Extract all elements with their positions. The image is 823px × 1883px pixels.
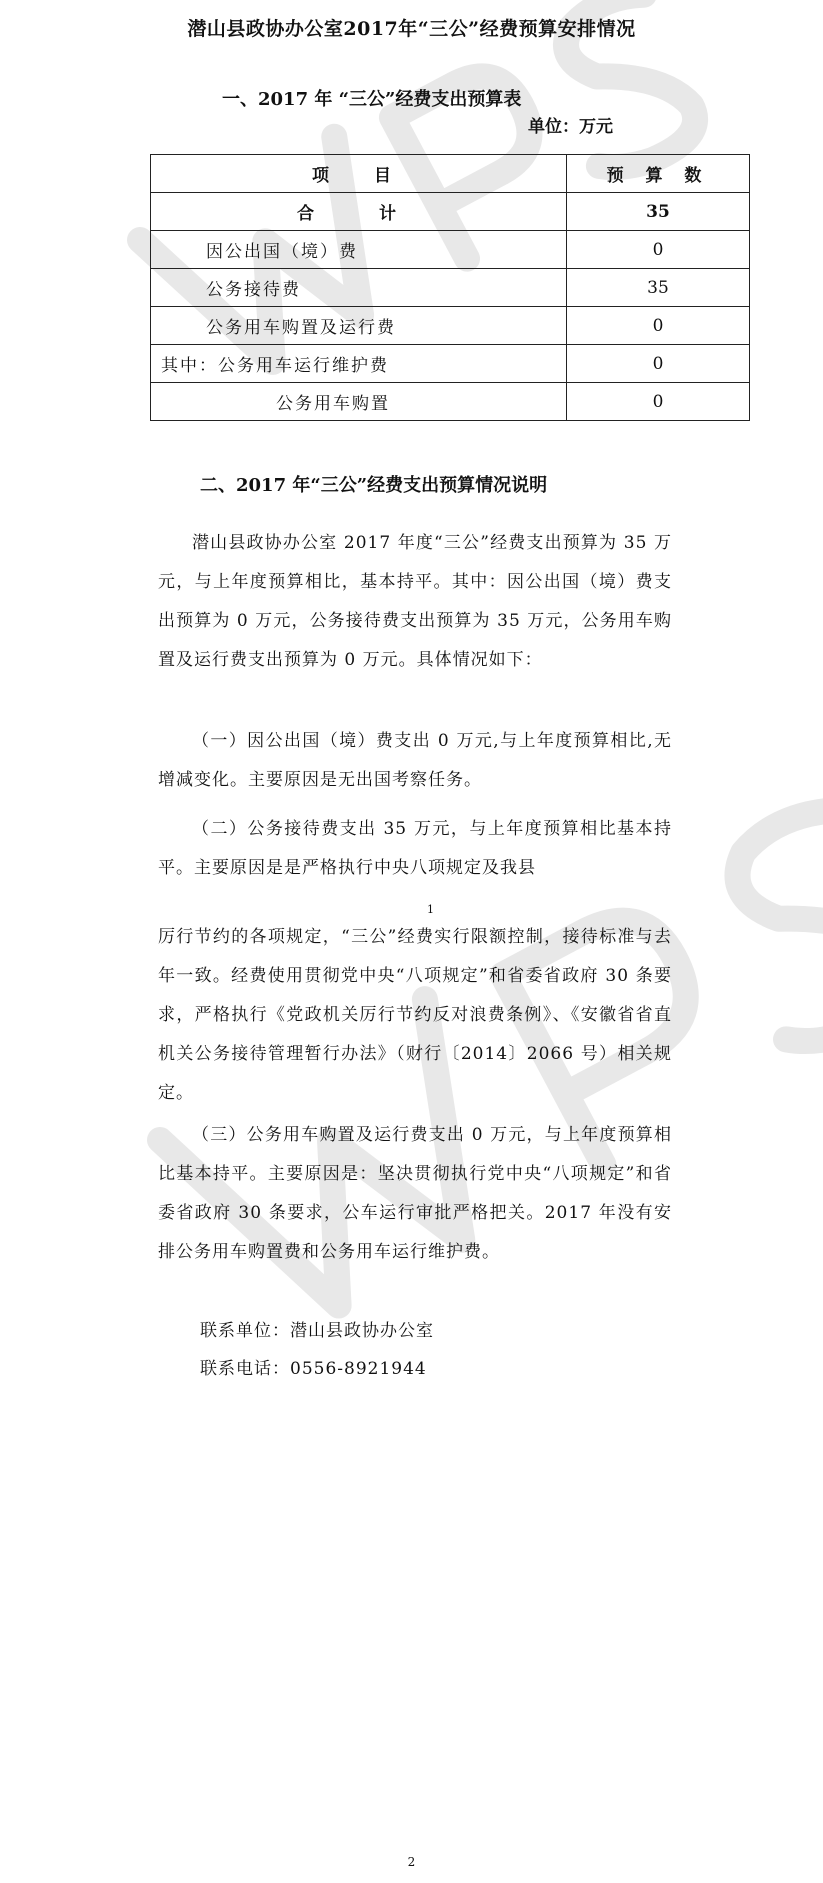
table-row — [151, 269, 750, 307]
item1-paragraph: （一）因公出国（境）费支出 0 万元,与上年度预算相比,无增减变化。主要原因是无出国考察任务。 — [158, 731, 672, 790]
row-value: 35 — [567, 269, 750, 307]
section2-heading: 二、2017 年“三公”经费支出预算情况说明 — [200, 475, 548, 496]
total-label: 合 计 — [151, 193, 567, 231]
table-total-row — [151, 193, 750, 231]
row-value: 0 — [567, 231, 750, 269]
intro-paragraph: 潜山县政协办公室 2017 年度“三公”经费支出预算为 35 万元，与上年度预算相比，基本持平。其中：因公出国（境）费支出预算为 0 万元，公务接待费支出预算为 35 万元，公务用车购置及运行费支出预算为 0 万元。具体情况如下： — [158, 533, 672, 670]
contact-phone: 联系电话：0556-8921944 — [200, 1359, 427, 1379]
table-header-row — [151, 155, 750, 193]
row-label: 因公出国（境）费 — [151, 231, 567, 269]
table-row — [151, 307, 750, 345]
row-label: 公务用车购置及运行费 — [151, 307, 567, 345]
item2-paragraph-part2: 厉行节约的各项规定，“三公”经费实行限额控制，接待标准与去年一致。经费使用贯彻党中央“八项规定”和省委省政府 30 条要求，严格执行《党政机关厉行节约反对浪费条例》、《安徽省省直机关公务接待管理暂行办法》（财行〔2014〕2066 号）相关规定。 — [158, 927, 672, 1103]
section1-heading: 一、2017 年 “三公”经费支出预算表 — [222, 89, 522, 110]
total-value: 35 — [567, 193, 750, 231]
budget-table — [150, 154, 750, 421]
row-label: 其中：公务用车运行维护费 — [151, 345, 567, 383]
table-row — [151, 345, 750, 383]
item2-paragraph-part1: （二）公务接待费支出 35 万元，与上年度预算相比基本持平。主要原因是是严格执行中央八项规定及我县 — [158, 819, 672, 878]
row-label: 公务用车购置 — [151, 383, 567, 421]
document-title: 潜山县政协办公室2017年“三公”经费预算安排情况 — [187, 18, 636, 40]
page-number: 2 — [407, 1855, 416, 1869]
row-label: 公务接待费 — [151, 269, 567, 307]
row-value: 0 — [567, 345, 750, 383]
table-row — [151, 383, 750, 421]
page-footnote-number: 1 — [427, 903, 434, 916]
item3-paragraph: （三）公务用车购置及运行费支出 0 万元，与上年度预算相比基本持平。主要原因是：坚决贯彻执行党中央“八项规定”和省委省政府 30 条要求，公车运行审批严格把关。2017 年没有安排公务用车购置费和公务用车运行维护费。 — [158, 1125, 672, 1262]
contact-unit: 联系单位：潜山县政协办公室 — [200, 1321, 434, 1341]
row-value: 0 — [567, 307, 750, 345]
row-value: 0 — [567, 383, 750, 421]
header-budget: 预 算 数 — [567, 155, 750, 193]
table-row — [151, 231, 750, 269]
header-item: 项 目 — [151, 155, 567, 193]
unit-label: 单位：万元 — [528, 117, 613, 137]
